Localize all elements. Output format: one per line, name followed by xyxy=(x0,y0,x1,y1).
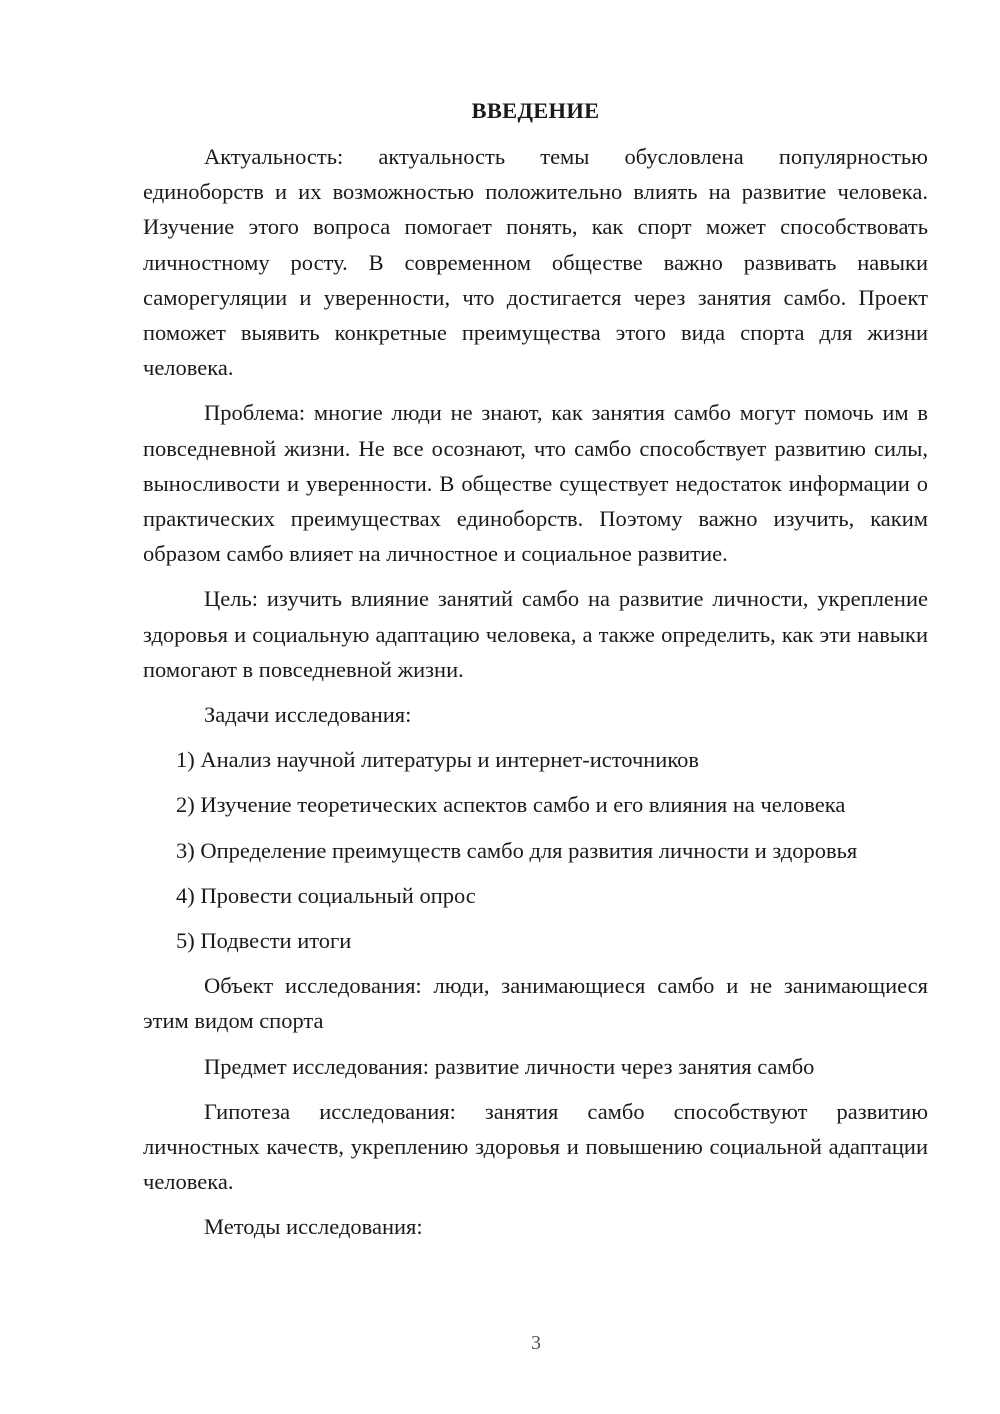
task-item: 2) Изучение теоретических аспектов самбо и его влияния на человека xyxy=(176,792,846,818)
goal-paragraph: Цель: изучить влияние занятий самбо на развитие личности, укрепление здоровья и социальную адаптацию человека, а также определить, как эти навыки помогают в повседневной жизни. xyxy=(143,586,928,682)
problem-paragraph: Проблема: многие люди не знают, как занятия самбо могут помочь им в повседневной жизни. Не все осознают, что самбо способствует развитию силы, выносливости и уверенности. В обществе существует недостаток информации о практических преимуществах единоборств. Поэтому важно изучить, каким образом самбо влияет на личностное и социальное развитие. xyxy=(143,400,928,567)
tasks-list xyxy=(143,742,928,958)
page-title: ВВЕДЕНИЕ xyxy=(471,98,600,123)
methods-heading: Методы исследования: xyxy=(204,1214,423,1240)
subject-paragraph: Предмет исследования: развитие личности через занятия самбо xyxy=(204,1053,815,1079)
object-paragraph: Объект исследования: люди, занимающиеся самбо и не занимающиеся этим видом спорта xyxy=(143,973,928,1034)
task-item: 4) Провести социальный опрос xyxy=(176,882,476,908)
page-content xyxy=(143,96,928,1255)
relevance-paragraph: Актуальность: актуальность темы обусловлена популярностью единоборств и их возможностью положительно влиять на развитие человека. Изучение этого вопроса помогает понять, как спорт может способствовать личностному росту. В современном обществе важно развивать навыки саморегуляции и уверенности, что достигается через занятия самбо. Проект поможет выявить конкретные преимущества этого вида спорта для жизни человека. xyxy=(143,144,928,381)
tasks-heading: Задачи исследования: xyxy=(204,702,412,728)
hypothesis-paragraph: Гипотеза исследования: занятия самбо способствуют развитию личностных качеств, укреплению здоровья и повышению социальной адаптации человека. xyxy=(143,1098,928,1195)
task-item: 5) Подвести итоги xyxy=(176,928,352,954)
task-item: 3) Определение преимуществ самбо для развития личности и здоровья xyxy=(176,837,858,863)
page-number: 3 xyxy=(531,1332,541,1354)
task-item: 1) Анализ научной литературы и интернет-источников xyxy=(176,747,700,773)
